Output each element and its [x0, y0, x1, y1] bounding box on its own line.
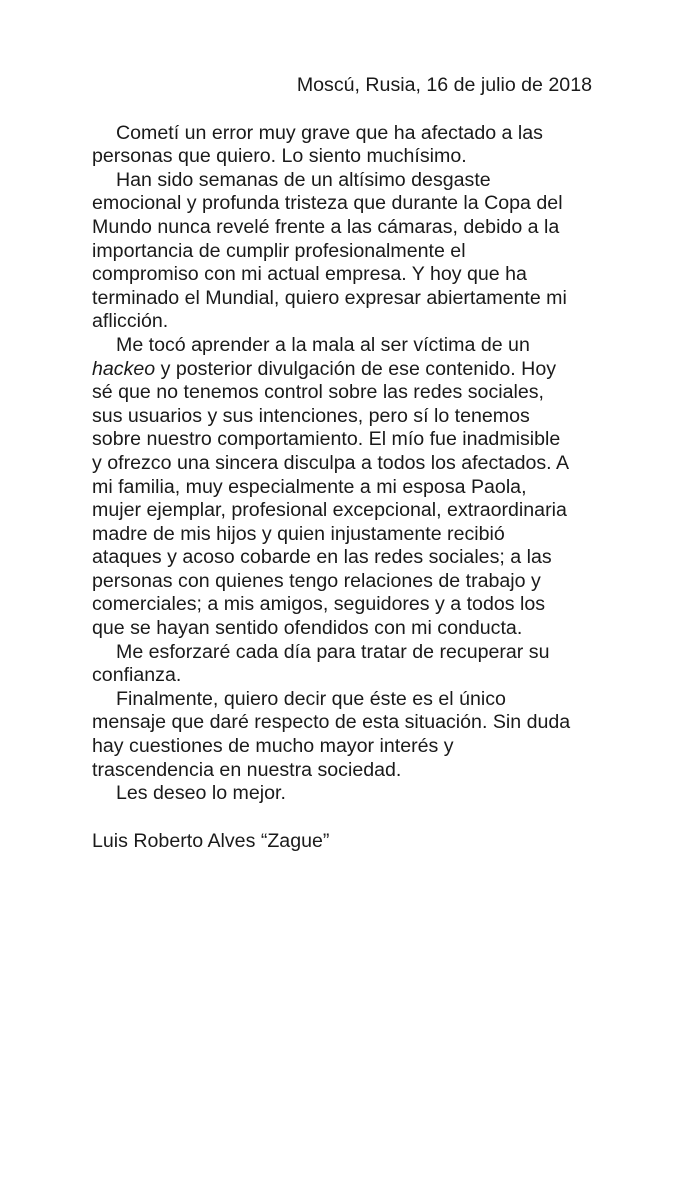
paragraph-trust [92, 641, 592, 688]
paragraph-line-rest: y posterior divulgación de ese contenido. Hoy [155, 357, 557, 380]
paragraph-line: hay cuestiones de mucho mayor interés y [92, 735, 454, 758]
paragraph-final [92, 688, 592, 782]
paragraph-line: emocional y profunda tristeza que durante la Copa del [92, 192, 563, 215]
paragraph-line: trascendencia en nuestra sociedad. [92, 758, 402, 781]
paragraph-line: Cometí un error muy grave que ha afectado a las [116, 121, 543, 144]
paragraph-line: Me esforzaré cada día para tratar de recuperar su [116, 640, 550, 663]
paragraph-line: Mundo nunca revelé frente a las cámaras, debido a la [92, 215, 560, 238]
letter [92, 74, 592, 853]
paragraph-line: aflicción. [92, 310, 169, 333]
paragraph-line: terminado el Mundial, quiero expresar abiertamente mi [92, 286, 567, 309]
letter-date: Moscú, Rusia, 16 de julio de 2018 [296, 74, 592, 96]
paragraph-line: ataques y acoso cobarde en las redes sociales; a las [92, 546, 552, 569]
paragraph-line: madre de mis hijos y quien injustamente recibió [92, 522, 505, 545]
italic-word: hackeo [92, 357, 156, 380]
paragraph-apology [92, 122, 592, 169]
paragraph-line: sé que no tenemos control sobre las redes sociales, [92, 381, 544, 404]
paragraph-line: mujer ejemplar, profesional excepcional, extraordinaria [92, 499, 567, 522]
paragraph-line: y ofrezco una sincera disculpa a todos los afectados. A [92, 451, 570, 474]
letter-signature: Luis Roberto Alves “Zague” [92, 829, 330, 852]
paragraph-line: confianza. [92, 664, 182, 687]
paragraph-line-mixed [92, 358, 592, 382]
paragraph-line: comerciales; a mis amigos, seguidores y a todos los [92, 593, 546, 616]
paragraph-line: mi familia, muy especialmente a mi esposa Paola, [92, 475, 527, 498]
paragraph-line: Finalmente, quiero decir que éste es el único [116, 687, 506, 710]
paragraph-line: personas con quienes tengo relaciones de trabajo y [92, 569, 541, 592]
paragraph-line: mensaje que daré respecto de esta situación. Sin duda [92, 711, 571, 734]
paragraph-hack [92, 334, 592, 641]
paragraph-emotional [92, 169, 592, 334]
paragraph-closing [92, 782, 592, 806]
paragraph-line: importancia de cumplir profesionalmente el [92, 239, 466, 262]
paragraph-line: Han sido semanas de un altísimo desgaste [116, 168, 491, 191]
paragraph-line: personas que quiero. Lo siento muchísimo. [92, 145, 467, 168]
paragraph-line: que se hayan sentido ofendidos con mi conducta. [92, 617, 523, 640]
paragraph-line: Me tocó aprender a la mala al ser víctima de un [116, 333, 530, 356]
paragraph-line: compromiso con mi actual empresa. Y hoy que ha [92, 263, 527, 286]
paragraph-line: sobre nuestro comportamiento. El mío fue inadmisible [92, 428, 561, 451]
paragraph-line: Les deseo lo mejor. [116, 782, 286, 805]
paragraph-line: sus usuarios y sus intenciones, pero sí lo tenemos [92, 404, 530, 427]
